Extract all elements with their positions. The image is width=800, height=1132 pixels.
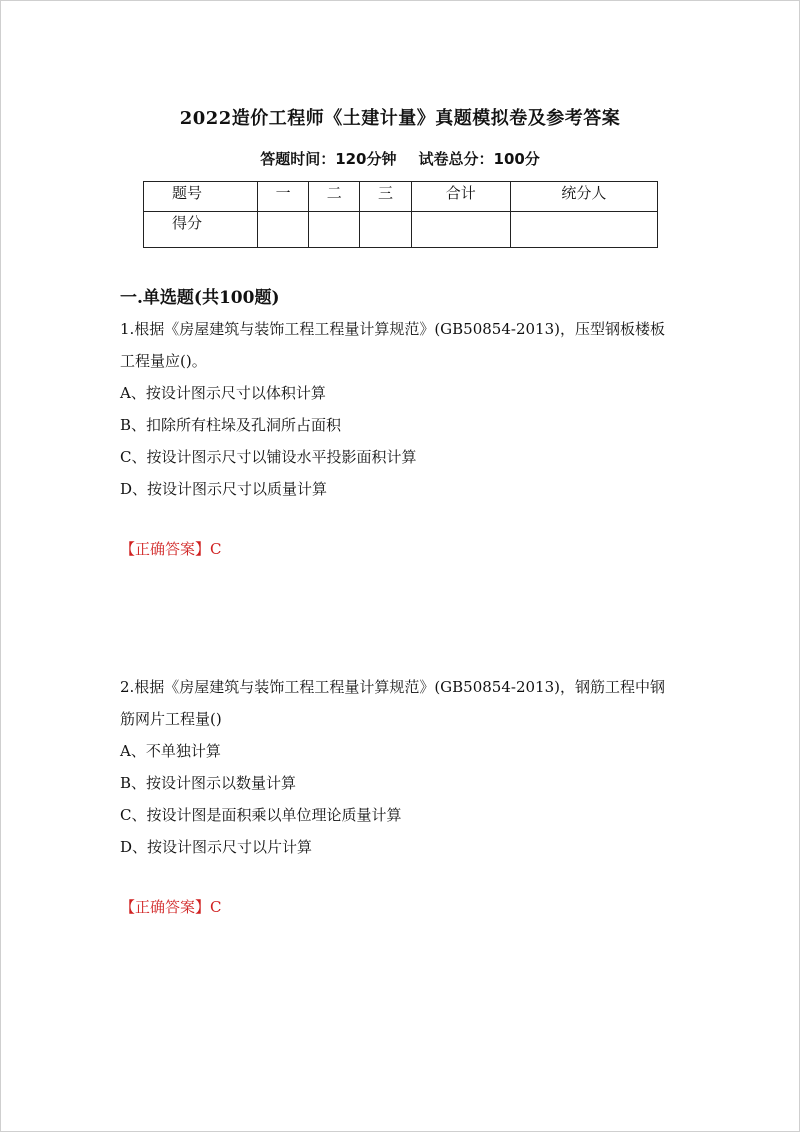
question-2 [120, 671, 665, 863]
question-2-stem-line-2: 筋网片工程量() [120, 710, 222, 728]
score-cell [360, 212, 411, 248]
header-cell-scorer: 统分人 [510, 182, 657, 212]
question-1-option-c: C、按设计图示尺寸以铺设水平投影面积计算 [120, 448, 417, 466]
question-2-option-b: B、按设计图示以数量计算 [120, 774, 297, 792]
row-label-score: 得分 [144, 212, 258, 248]
score-cell [258, 212, 309, 248]
score-table-header-row [144, 182, 658, 212]
score-table [143, 181, 658, 248]
header-cell-total: 合计 [411, 182, 510, 212]
question-1-option-a: A、按设计图示尺寸以体积计算 [120, 384, 326, 402]
question-2-option-a: A、不单独计算 [120, 742, 221, 760]
total-score: 试卷总分：100分 [418, 150, 540, 168]
score-cell [411, 212, 510, 248]
question-2-option-c: C、按设计图是面积乘以单位理论质量计算 [120, 806, 402, 824]
header-cell-section-1: 一 [258, 182, 309, 212]
exam-time: 答题时间：120分钟 [260, 150, 397, 168]
question-2-answer: 【正确答案】C [120, 898, 222, 916]
document-title: 2022造价工程师《土建计量》真题模拟卷及参考答案 [179, 108, 621, 129]
question-1-option-b: B、扣除所有柱垛及孔洞所占面积 [120, 416, 342, 434]
header-cell-section-2: 二 [309, 182, 360, 212]
question-2-option-d: D、按设计图示尺寸以片计算 [120, 838, 313, 856]
section-heading: 一.单选题(共100题) [120, 288, 280, 308]
score-cell [510, 212, 657, 248]
score-cell [309, 212, 360, 248]
question-1 [120, 313, 665, 505]
question-1-answer: 【正确答案】C [120, 540, 222, 558]
header-cell-question-no: 题号 [144, 182, 258, 212]
exam-info [0, 148, 800, 169]
score-table-score-row [144, 212, 658, 248]
header-cell-section-3: 三 [360, 182, 411, 212]
question-1-option-d: D、按设计图示尺寸以质量计算 [120, 480, 328, 498]
question-1-stem-line-1: 1.根据《房屋建筑与装饰工程工程量计算规范》(GB50854-2013)，压型钢板楼板 [120, 320, 665, 338]
question-2-stem-line-1: 2.根据《房屋建筑与装饰工程工程量计算规范》(GB50854-2013)，钢筋工程中钢 [120, 678, 665, 696]
question-1-stem-line-2: 工程量应()。 [120, 352, 207, 370]
